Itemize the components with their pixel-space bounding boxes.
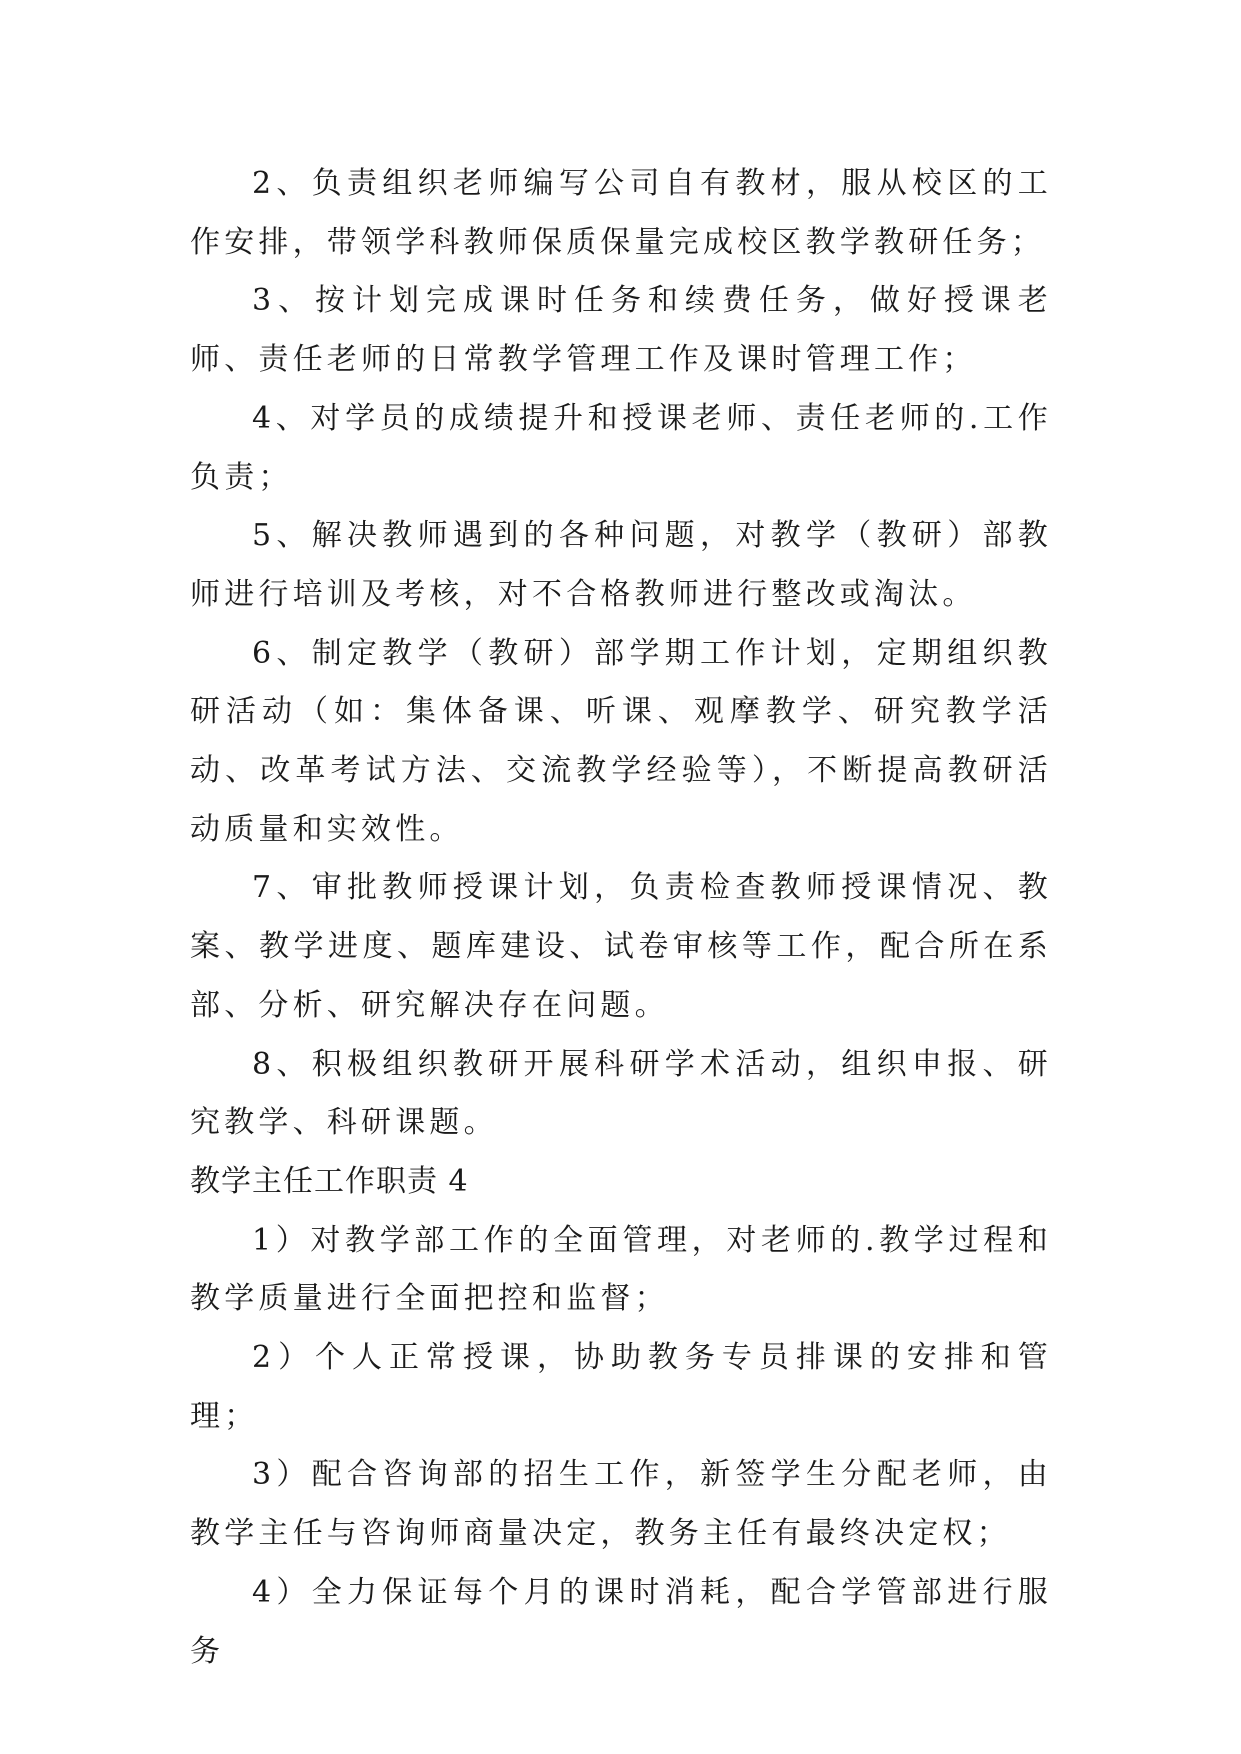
paragraph-duty-6: 6、制定教学（教研）部学期工作计划，定期组织教研活动（如：集体备课、听课、观摩教学、研究教学活动、改革考试方法、交流教学经验等），不断提高教研活动质量和实效性。 [190,635,1052,847]
paragraph-duty-3: 3、按计划完成课时任务和续费任务，做好授课老师、责任老师的日常教学管理工作及课时管理工作； [190,283,1052,378]
section-heading: 教学主任工作职责 4 [190,1163,469,1199]
document-body [190,155,1052,1681]
section-paragraph-1: 1）对教学部工作的全面管理，对老师的.教学过程和教学质量进行全面把控和监督； [190,1222,1052,1317]
paragraph-duty-4: 4、对学员的成绩提升和授课老师、责任老师的.工作负责； [190,400,1052,495]
section-paragraph-3: 3）配合咨询部的招生工作，新签学生分配老师，由教学主任与咨询师商量决定，教务主任有最终决定权； [190,1457,1052,1552]
paragraph-duty-5: 5、解决教师遇到的各种问题，对教学（教研）部教师进行培训及考核，对不合格教师进行整改或淘汰。 [190,518,1052,612]
paragraph-duty-7: 7、审批教师授课计划，负责检查教师授课情况、教案、教学进度、题库建设、试卷审核等工作，配合所在系部、分析、研究解决存在问题。 [190,870,1052,1023]
section-paragraph-2: 2）个人正常授课，协助教务专员排课的安排和管理； [190,1340,1052,1434]
paragraph-duty-8: 8、积极组织教研开展科研学术活动，组织申报、研究教学、科研课题。 [190,1046,1052,1141]
paragraph-duty-2: 2、负责组织老师编写公司自有教材，服从校区的工作安排，带领学科教师保质保量完成校区教学教研任务； [190,166,1052,260]
section-paragraph-4: 4）全力保证每个月的课时消耗，配合学管部进行服务 [190,1574,1052,1669]
